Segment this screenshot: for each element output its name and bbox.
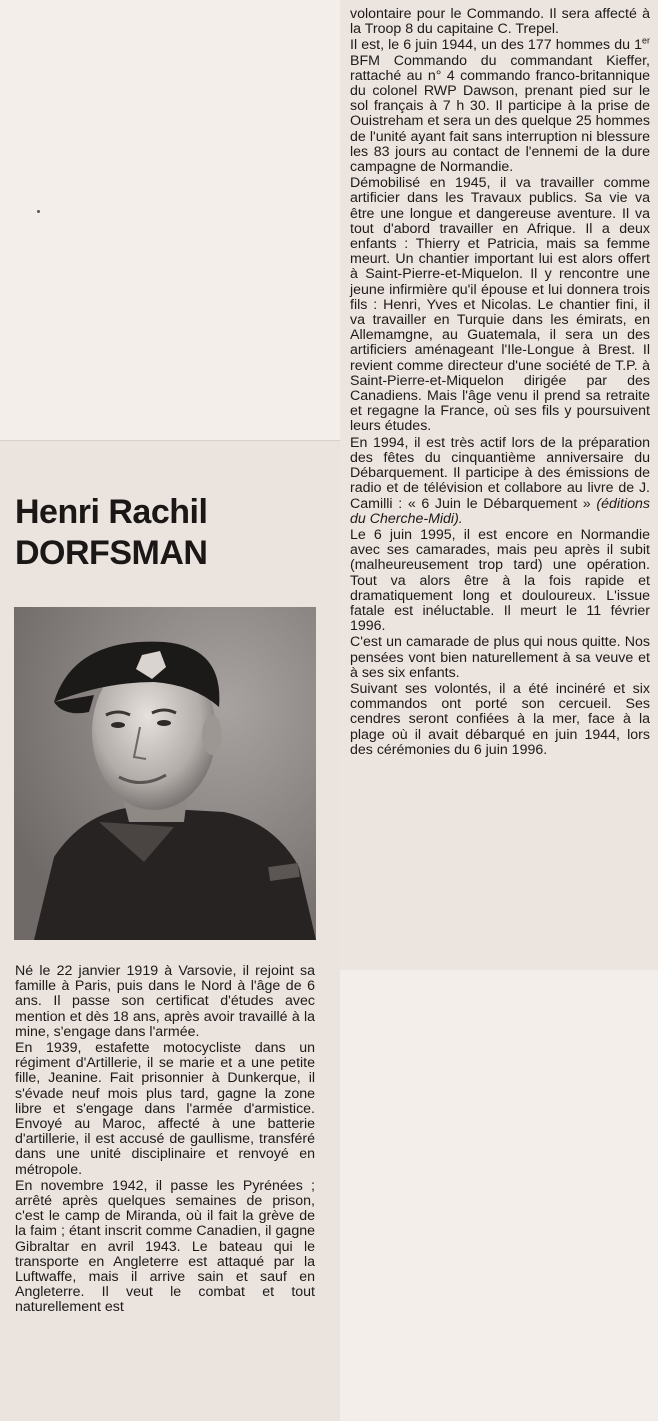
title-surname: DORFSMAN [15,534,208,572]
paper-speck [37,210,40,213]
portrait-photo [14,607,316,940]
d-day-text-b: BFM Commando du commandant Kieffer, rattaché au n° 4 commando franco-britannique du colonel RWP Dawson, prenant pied sur le sol français à 7 h 30. Il participe à la prise de Ouistreham et sera un des quelque 25 hommes de l'unité ayant fait sans interruption ni blessure les 83 jours au contact de l'ennemi de la dure campagne de Normandie. [350,52,650,176]
publisher-italic: (éditions du Cherche-Midi). [350,495,650,527]
d-day-text-a: Il est, le 6 juin 1944, un des 177 hommes du 1 [350,37,642,54]
left-text-column [15,964,315,1317]
paper-background-top-left [0,0,340,440]
paragraph-1994-text: En 1994, il est très actif lors de la préparation des fêtes du cinquantième anniversaire du Débarquement. Il participe à des émissions de radio et de télévision et collabore au livre de J. Camilli : « 6 Juin le Débarquement » [350,434,650,512]
paragraph-1939: En 1939, estafette motocycliste dans un régiment d'Artillerie, il se marie et a une petite fille, Jeanine. Fait prisonnier à Dunkerque, il s'évade neuf mois plus tard, gagne la zone libre et s'engage dans l'armée d'armistice. Envoyé au Maroc, affecté à une batterie d'artillerie, il est accusé de gaullisme, transféré dans une unité disciplinaire et renvoyé en métropole. [15,1040,315,1178]
paragraph-commando: volontaire pour le Commando. Il sera affecté à la Troop 8 du capitaine C. Trepel. [350,6,650,38]
title-first-name: Henri Rachil [15,493,208,531]
paragraph-d-day [350,35,650,176]
paragraph-tribute: C'est un camarade de plus qui nous quitte. Nos pensées vont bien naturellement à sa veuve et à ses six enfants. [350,634,650,681]
paper-background-bottom-right [340,970,658,1420]
paragraph-funeral: Suivant ses volontés, il a été incinéré et six commandos ont porté son cercueil. Ses cendres seront confiées à la mer, face à la plage où il avait débarqué en juin 1944, lors des cérémonies du 6 juin 1996. [350,680,650,758]
paragraph-career: Démobilisé en 1945, il va travailler comme artificier dans les Travaux publics. Sa vie va être une longue et dangereuse aventure. Il va tout d'abord travailler en Afrique. Il a deux enfants : Thierry et Patricia, mais sa femme meurt. Un chantier important lui est alors offert à Saint-Pierre-et-Miquelon. Il y rencontre une jeune infirmière qu'il épouse et lui donnera trois fils : Henri, Yves et Nicolas. Le chantier fini, il va travailler en Turquie dans les émirats, en Allemamgne, au Guatemala, il sera un des artificiers aménageant l'Ile-Longue à Brest. Il revient comme directeur d'une société de T.P. à Saint-Pierre-et-Miquelon dirigée par des Canadiens. Mais l'âge venu il prend sa retraite et regagne la France, où ses fils y poursuivent leurs études. [350,175,650,435]
paragraph-1995: Le 6 juin 1995, il est encore en Normandie avec ses camarades, mais peu après il subit (malheureusement trop tard) une opération. Tout va alors être à la fois rapide et dramatiquement long et douloureux. L'issue fatale est inéluctable. Il meurt le 11 février 1996. [350,526,650,635]
paragraph-1942: En novembre 1942, il passe les Pyrénées ; arrêté après quelques semaines de prison, c'est le camp de Miranda, où il fait la grève de la faim ; étant inscrit comme Canadien, il gagne Gibraltar en avril 1943. Le bateau qui le transporte en Angleterre est attaqué par la Luftwaffe, mais il arrive sain et sauf en Angleterre. Il veut le combat et tout naturellement est [15,1177,315,1316]
right-text-column [350,7,650,759]
paragraph-1994 [350,436,650,527]
article-title [15,492,315,574]
ordinal-superscript: er [641,35,650,46]
paragraph-birth: Né le 22 janvier 1919 à Varsovie, il rejoint sa famille à Paris, puis dans le Nord à l'âge de 6 ans. Il passe son certificat d'études avec mention et dès 18 ans, après avoir travaillé à la mine, s'engage dans l'armée. [15,963,315,1040]
